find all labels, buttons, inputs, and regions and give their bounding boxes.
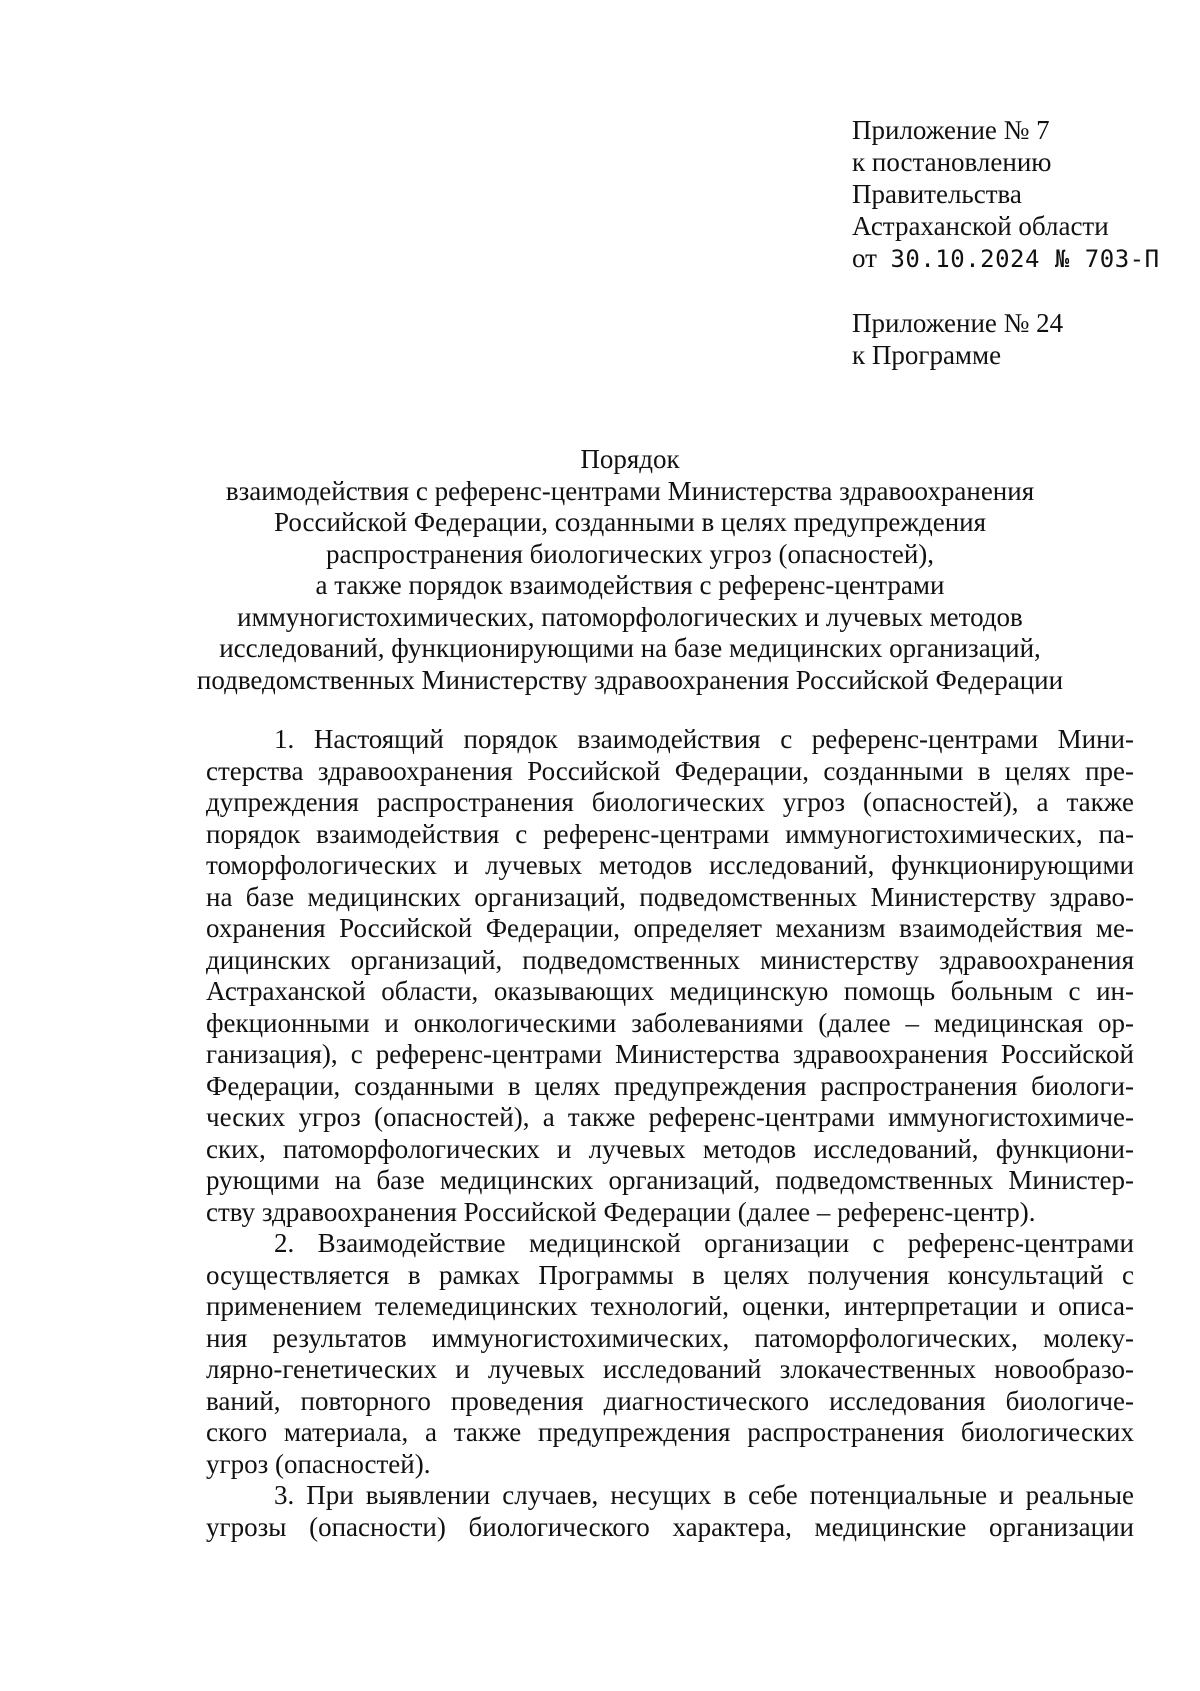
- paragraph-1-line: дупреждения распространения биологических угроз (опасностей), а также: [206, 787, 1134, 817]
- paragraph-2-line: применением телемедицинских технологий, оценки, интерпретации и описа-: [206, 1291, 1134, 1321]
- appendix-line: Правительства: [852, 179, 1022, 209]
- paragraph-2-line: ского материала, а также предупреждения распространения биологических: [206, 1417, 1134, 1447]
- date-number-stamp: 30.10.2024 № 703-П: [890, 245, 1160, 273]
- paragraph-1-line: рующими на базе медицинских организаций, подведомственных Министер-: [206, 1165, 1134, 1195]
- paragraph-2-line: ния результатов иммуногистохимических, патоморфологических, молеку-: [206, 1322, 1134, 1353]
- appendix-24-header: [852, 307, 1182, 371]
- paragraph-1-line: дицинских организаций, подведомственных министерству здравоохранения: [206, 944, 1134, 975]
- paragraph-1-line: ганизация), с референс-центрами Министерства здравоохранения Российской: [206, 1039, 1134, 1069]
- paragraph-1-line: на базе медицинских организаций, подведомственных Министерству здраво-: [206, 881, 1134, 912]
- appendix-7-header: [852, 114, 1182, 275]
- appendix-line: к постановлению: [852, 147, 1052, 177]
- paragraph-1-line: ских, патоморфологических и лучевых методов исследований, функциони-: [206, 1133, 1134, 1164]
- paragraph-1-line: томорфологических и лучевых методов исследований, функционирующими: [206, 850, 1134, 880]
- paragraph-1-line: ческих угроз (опасностей), а также референс-центрами иммуногистохимиче-: [206, 1102, 1134, 1132]
- appendix-line: Приложение № 7: [852, 115, 1050, 145]
- paragraph-1-line: охранения Российской Федерации, определяет механизм взаимодействия ме-: [206, 913, 1134, 943]
- paragraph-2-line: 2. Взаимодействие медицинской организации с референс-центрами: [274, 1228, 1134, 1258]
- title-line: исследований, функционирующими на базе медицинских организаций,: [219, 633, 1041, 663]
- paragraph-2-line: осуществляется в рамках Программы в целях получения консультаций с: [206, 1259, 1134, 1290]
- appendix-line: к Программе: [852, 340, 1002, 370]
- appendix-line: Астраханской области: [852, 211, 1109, 241]
- appendix-line: Приложение № 24: [852, 308, 1064, 338]
- appendix-date-line: [852, 242, 1182, 275]
- title-line: Российской Федерации, созданными в целях предупреждения: [273, 507, 987, 537]
- paragraph-1-line: Федерации, созданными в целях предупреждения распространения биологи-: [206, 1070, 1134, 1101]
- date-prefix: от: [852, 243, 877, 273]
- paragraph-1-line: порядок взаимодействия с референс-центрами иммуногистохимических, па-: [206, 818, 1134, 849]
- paragraph-2-line: угроз (опасностей).: [206, 1448, 431, 1479]
- paragraph-1-line: Астраханской области, оказывающих медицинскую помощь больным с ин-: [206, 976, 1134, 1006]
- title-line: распространения биологических угроз (опасностей),: [325, 538, 935, 569]
- title-line: подведомственных Министерству здравоохранения Российской Федерации: [196, 664, 1064, 695]
- title-line: иммуногистохимических, патоморфологических и лучевых методов: [237, 601, 1023, 632]
- paragraph-1-line: фекционными и онкологическими заболеваниями (далее – медицинская ор-: [206, 1007, 1134, 1038]
- paragraph-2-line: лярно-генетических и лучевых исследований злокачественных новообразо-: [206, 1354, 1134, 1384]
- paragraph-2-line: ваний, повторного проведения диагностического исследования биологиче-: [206, 1385, 1134, 1416]
- document-title: [160, 444, 1100, 696]
- title-line: Порядок: [580, 444, 680, 474]
- paragraph-3-line: угрозы (опасности) биологического характера, медицинские организации: [206, 1511, 1134, 1542]
- paragraph-1-line: стерства здравоохранения Российской Федерации, созданными в целях пре-: [206, 755, 1134, 786]
- paragraph-1-line: ству здравоохранения Российской Федерации (далее – референс-центр).: [206, 1196, 1036, 1227]
- title-line: взаимодействия с референс-центрами Министерства здравоохранения: [225, 475, 1035, 506]
- document-body: [206, 724, 1134, 1543]
- paragraph-1-line: 1. Настоящий порядок взаимодействия с референс-центрами Мини-: [274, 724, 1134, 754]
- paragraph-3-line: 3. При выявлении случаев, несущих в себе потенциальные и реальные: [274, 1480, 1134, 1510]
- title-line: а также порядок взаимодействия с референс-центрами: [315, 570, 945, 600]
